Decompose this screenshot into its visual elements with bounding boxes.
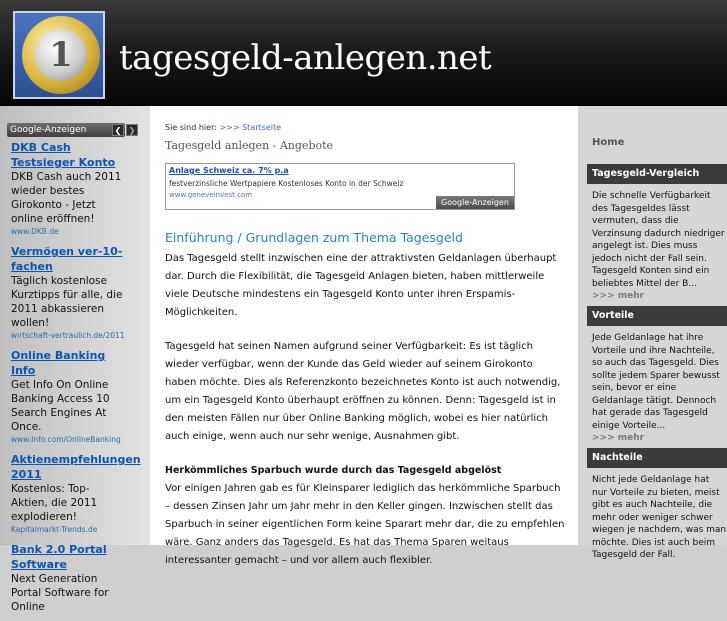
sidebar-teaser: Nicht jede Geldanlage hat nur Vorteile zu bieten, meist gibt es auch Nachteile, die mehr oder weniger schwer wiegen je nachdem, was man möchte. Dies ist auch beim Tagesgeld der Fall.: [592, 475, 727, 560]
sidebar-teaser: Jede Geldanlage hat ihre Vorteile und ihre Nachteile, so auch das Tagesgeld. Dies sollte jedem Sparer bewusst sein, bevor er eine Geldanlage tätigt. Dennoch hat gerade das Tagesgeld einige Vorteile...: [592, 333, 720, 431]
ad-text: DKB Cash auch 2011 wieder bestes Girokonto - Jetzt online eröffnen!: [11, 171, 122, 225]
ad-url[interactable]: www.Info.com/OnlineBanking: [11, 435, 121, 444]
coin-digit: 1: [49, 35, 73, 75]
ads-sidebar: [0, 106, 150, 613]
article-paragraph: Tagesgeld hat seinen Namen aufgrund seiner Verfügbarkeit: Es ist täglich wieder verfügbar, wenn der Kunde das Geld wieder auf seinem Girokonto haben möchte. Dies als Referenzkonto bezeichnetes Konto ist auch notwendig, um ein Tagesgeld Konto überhaupt eröffnen zu können. Denn: Tagesgeld ist in den meisten Fällen nur über Online Banking möglich, wobei es hier natürlich auch einige, wenn auch nur sehr wenige, Ausnahmen gibt.: [165, 341, 561, 442]
sidebar-section-text: [592, 474, 727, 560]
ad-text: Get Info On Online Banking Access 10 Search Engines At Once.: [11, 379, 110, 433]
coin-center: [35, 29, 87, 81]
breadcrumb: [165, 123, 281, 132]
ads-header-label[interactable]: Google-Anzeigen: [10, 125, 87, 135]
site-title[interactable]: tagesgeld-anlegen.net: [119, 38, 492, 78]
page-title: Tagesgeld anlegen - Angebote: [165, 139, 334, 152]
ad-url[interactable]: Kapitalmarkt-Trends.de: [11, 525, 98, 534]
site-header: [0, 0, 727, 106]
article-body: [165, 250, 565, 586]
sidebar-more-link[interactable]: >>> mehr: [592, 291, 645, 301]
ad-url[interactable]: www.DKB.de: [11, 227, 59, 236]
ad-text: Kostenlos: Top-Aktien, die 2011 explodieren!: [11, 483, 98, 523]
ad-text: Täglich kostenlose Kurztipps für alle, die 2011 abkassieren wollen!: [11, 275, 123, 329]
ad-item: [11, 348, 126, 445]
breadcrumb-home-link[interactable]: >>> Startseite: [219, 123, 282, 132]
ad-title-link[interactable]: DKB Cash Testsieger Konto: [11, 141, 116, 169]
euro-coin-logo[interactable]: [13, 11, 105, 99]
sidebar-section-text: [592, 332, 727, 445]
ads-header: [7, 123, 125, 137]
ads-prev-arrow-icon[interactable]: ❮: [112, 124, 124, 136]
main-content: [150, 106, 578, 566]
google-ads-badge[interactable]: Google-Anzeigen: [436, 196, 514, 209]
ad-url[interactable]: wirtschaft-vertraulich.de/2011: [11, 331, 125, 340]
ad-item: [11, 452, 141, 535]
text-ad-box: [165, 163, 515, 210]
text-ad-title-link[interactable]: Anlage Schweiz ca. 7% p.a: [169, 166, 289, 175]
text-ad-url[interactable]: www.geneveinvest.com: [169, 191, 253, 199]
sidebar-heading-tagesgeld-vergleich[interactable]: Tagesgeld-Vergleich: [587, 164, 727, 184]
ad-title-link[interactable]: Vermögen ver-10-fachen: [11, 245, 123, 273]
ads-next-arrow-icon[interactable]: ❯: [126, 124, 138, 136]
ad-title-link[interactable]: Aktienempfehlungen 2011: [11, 453, 141, 481]
ad-item: [11, 244, 126, 341]
article-paragraph: Vor einigen Jahren gab es für Kleinsparer lediglich das herkömmliche Sparbuch – dessen Zinsen Jahr um Jahr mehr in den Keller gingen. Inzwischen stellt das Sparbuch in seiner eigentlichen Form keine Sparart mehr dar, die zu empfehlen wäre. Ganz anders das Tagesgeld. Es hat das Thema Sparen weitaus interessanter gemacht – und vor allem auch flexibler.: [165, 483, 565, 566]
text-ad-description: festverzinsliche Wertpapiere Kostenloses Konto in der Schweiz: [169, 179, 404, 188]
ad-item: [11, 542, 126, 614]
sidebar-section-text: [592, 190, 727, 303]
sidebar-heading-nachteile[interactable]: Nachteile: [587, 448, 727, 468]
right-sidebar: [578, 106, 727, 560]
sidebar-heading-vorteile[interactable]: Vorteile: [587, 306, 727, 326]
ad-item: [11, 140, 126, 237]
article-subheading: Herkömmliches Sparbuch wurde durch das Tagesgeld abgelöst: [165, 465, 502, 476]
ad-text: Next Generation Portal Software for Online: [11, 573, 109, 613]
sidebar-more-link[interactable]: >>> mehr: [592, 433, 645, 443]
ad-title-link[interactable]: Online Banking Info: [11, 349, 106, 377]
article-paragraph: Das Tagesgeld stellt inzwischen eine der attraktivsten Geldanlagen überhaupt dar. Durch die Flexibilität, die Tagesgeld Anlagen bieten, haben mittlerweile viele Deutsche mindestens ein Tagesgeld Konto unter ihren Erspamis-Möglichkeiten.: [165, 253, 557, 318]
breadcrumb-prefix: Sie sind hier:: [165, 123, 217, 132]
ad-list: [11, 140, 141, 621]
nav-home-link[interactable]: Home: [592, 137, 625, 148]
coin-ring: [22, 16, 100, 94]
ad-title-link[interactable]: Bank 2.0 Portal Software: [11, 543, 107, 571]
sidebar-teaser: Die schnelle Verfügbarkeit des Tagesgeldes lässt vermuten, dass die Verzinsung dadurch niedriger angelegt ist. Dies muss jedoch nicht der Fall sein. Tagesgeld Konten sind ein beliebtes Mittel der B...: [592, 191, 725, 289]
intro-heading: Einführung / Grundlagen zum Thema Tagesgeld: [165, 230, 463, 245]
